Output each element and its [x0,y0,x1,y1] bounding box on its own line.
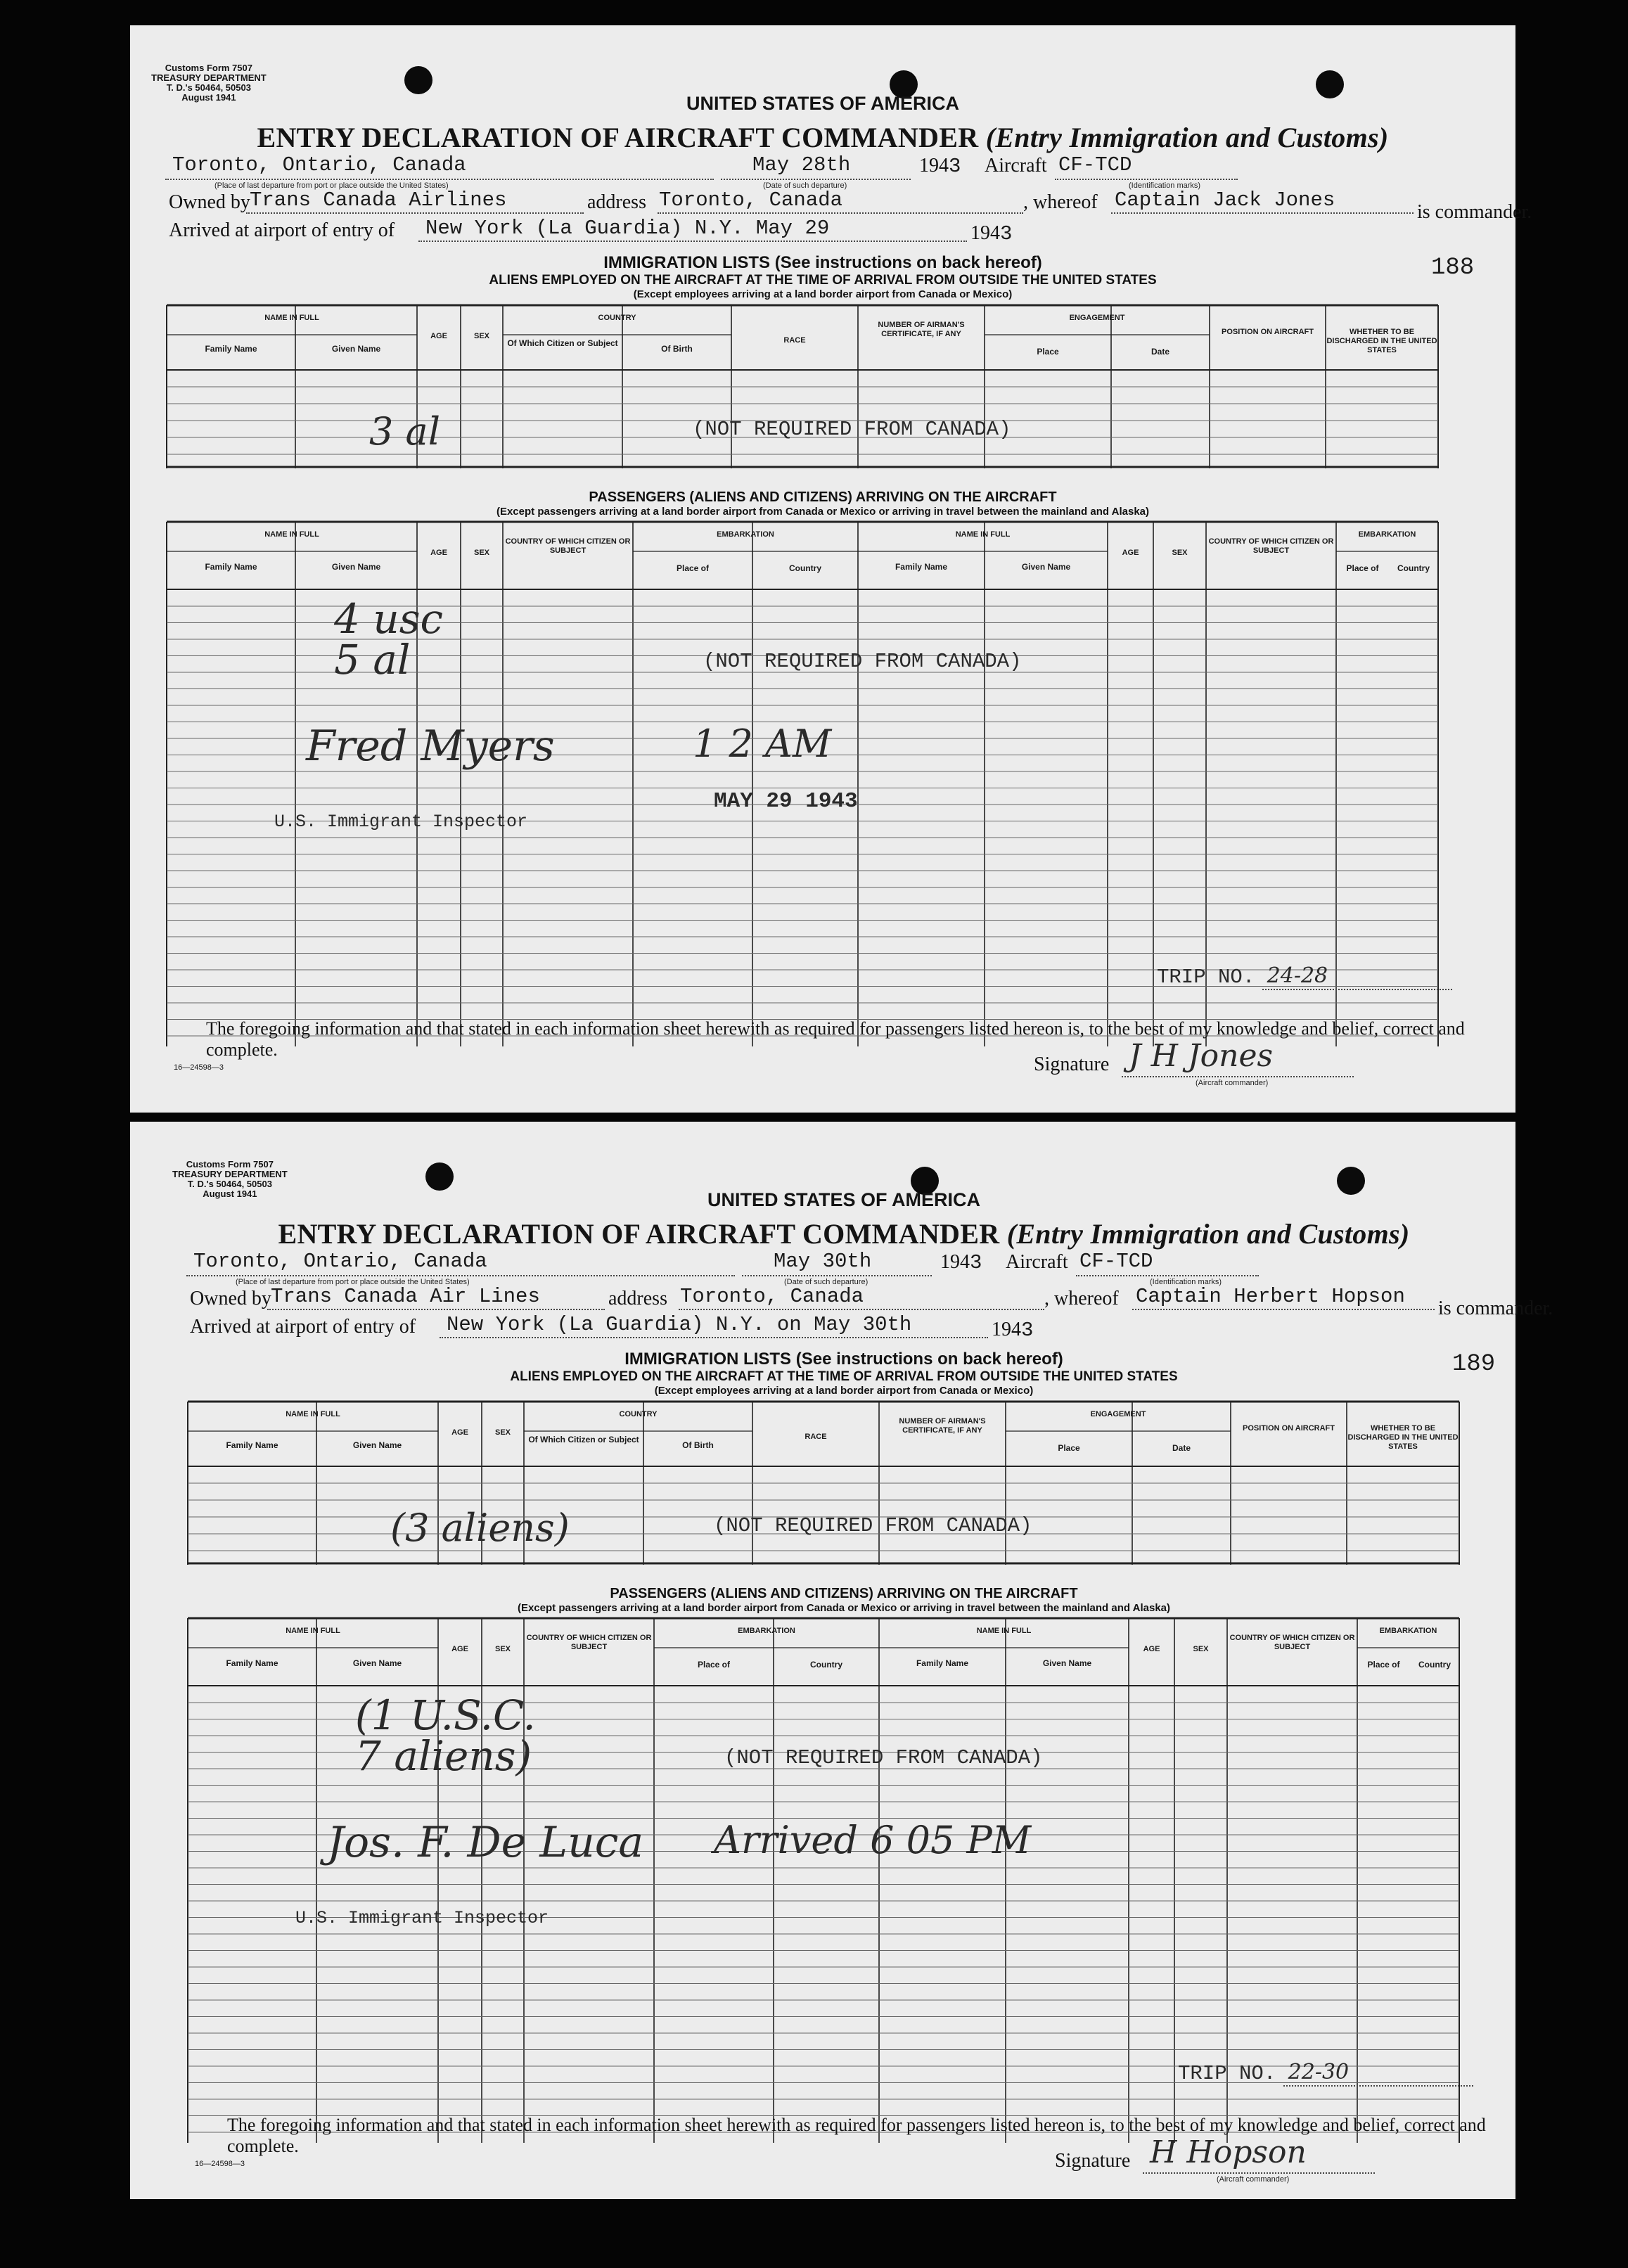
treasury-department: TREASURY DEPARTMENT [172,1169,288,1179]
whereof-label: , whereof [1023,191,1098,213]
form-title [130,121,1515,154]
aliens-heading: ALIENS EMPLOYED ON THE AIRCRAFT AT THE TIME OF ARRIVAL FROM OUTSIDE THE UNITED STATES [489,273,1157,288]
trip-no-value: 24-28 [1267,963,1328,988]
passengers-not-required: (NOT REQUIRED FROM CANADA) [724,1746,1043,1769]
arrived-label: Arrived at airport of entry of [190,1316,416,1338]
pass-col-country-embark: Country [789,563,821,573]
owner: Trans Canada Airlines [250,188,507,212]
pass-col-country-2: COUNTRY OF WHICH CITIZEN OR SUBJECT [1229,1634,1355,1651]
signature-caption: (Aircraft commander) [1196,1079,1269,1087]
year-prefix-text: 194 [919,155,949,177]
aliens-col-country: COUNTRY [619,1410,658,1418]
aliens-col-sex: SEX [494,1428,511,1437]
sheet-number: 188 [1431,255,1475,281]
aliens-col-place: Place [1058,1443,1080,1453]
form-title [151,1217,1537,1250]
passengers-heading: PASSENGERS (ALIENS AND CITIZENS) ARRIVING ON THE AIRCRAFT [610,1586,1078,1601]
td-numbers: T. D.'s 50464, 50503 [166,82,251,93]
aliens-col-race: RACE [783,336,806,345]
departure-place-caption: (Place of last departure from port or place outside the United States) [236,1278,470,1286]
arrival-year [992,1319,1033,1342]
pass-col-given-name: Given Name [352,1658,402,1668]
pass-col-family-name-2: Family Name [895,562,948,572]
sheet-number: 189 [1452,1351,1496,1378]
pass-col-given-name-2: Given Name [1042,1658,1092,1668]
form-title-main: ENTRY DECLARATION OF AIRCRAFT COMMANDER [257,122,979,153]
pass-col-sex: SEX [473,549,489,557]
pass-col-place-2: Place of [1346,563,1379,573]
passengers-handwritten-note-1: (1 U.S.C. [355,1691,536,1739]
year-prefix [919,155,961,178]
departure-date-caption: (Date of such departure) [784,1278,869,1286]
pass-col-embarkation: EMBARKATION [717,530,774,539]
aliens-col-birth: Of Birth [682,1440,714,1450]
aliens-col-sex: SEX [473,332,489,340]
aliens-col-given-name: Given Name [331,344,381,354]
pass-col-name-in-full-2: NAME IN FULL [955,530,1011,539]
aliens-col-birth: Of Birth [661,344,693,354]
pass-col-embarkation-2: EMBARKATION [1379,1627,1437,1635]
aliens-col-citizen: Of Which Citizen or Subject [528,1435,639,1444]
declaration-form-1 [130,25,1532,1113]
departure-date-caption: (Date of such departure) [763,181,847,190]
aliens-col-race: RACE [805,1433,827,1441]
aliens-col-given-name: Given Name [352,1440,402,1450]
passengers-handwritten-note-2: 5 al [334,636,411,684]
aliens-col-position: POSITION ON AIRCRAFT [1243,1424,1335,1433]
pass-col-sex-2: SEX [1193,1645,1209,1653]
aircraft-label: Aircraft [985,155,1047,177]
arrival-time-note: 1 2 AM [693,722,832,766]
form-title-paren: (Entry Immigration and Customs) [985,122,1389,153]
inspector-signature: Fred Myers [306,722,555,771]
trip-number [1157,963,1328,989]
commander-name: Captain Herbert Hopson [1136,1285,1405,1308]
aliens-col-age: AGE [430,332,447,340]
passengers-handwritten-note-2: 7 aliens) [355,1732,532,1780]
aliens-col-engagement: ENGAGEMENT [1090,1410,1146,1418]
pass-col-given-name: Given Name [331,562,381,572]
pass-col-country-embark: Country [810,1660,842,1670]
aliens-not-required: (NOT REQUIRED FROM CANADA) [714,1514,1032,1537]
aliens-col-position: POSITION ON AIRCRAFT [1222,328,1314,336]
form-code: 16—24598—3 [195,2160,245,2168]
pass-col-place: Place of [697,1660,731,1670]
arrival-year-prefix: 194 [970,222,1000,244]
aliens-col-name-in-full: NAME IN FULL [264,314,319,322]
declaration-form-2 [130,1122,1553,2199]
pass-col-country-embark-2: Country [1397,563,1430,573]
year-prefix [940,1251,982,1274]
is-commander-label: is commander. [1417,201,1532,223]
punch-hole [404,66,432,94]
aliens-subheading: (Except employees arriving at a land border airport from Canada or Mexico) [633,288,1013,300]
trip-label: TRIP NO. [1178,2062,1276,2085]
immigration-lists-heading: IMMIGRATION LISTS (See instructions on back hereof) [603,253,1042,272]
inspector-title: U.S. Immigrant Inspector [295,1908,549,1928]
arrival-year-prefix: 194 [992,1319,1021,1340]
aircraft-label: Aircraft [1006,1251,1068,1273]
arrival-place-date: New York (La Guardia) N.Y. May 29 [425,217,830,240]
departure-place: Toronto, Ontario, Canada [172,153,466,177]
owned-by-label: Owned by [169,191,250,213]
pass-col-age: AGE [451,1645,468,1653]
signature-label: Signature [1034,1053,1110,1075]
signature-label: Signature [1055,2150,1131,2172]
signature-caption: (Aircraft commander) [1217,2175,1290,2184]
passengers-heading: PASSENGERS (ALIENS AND CITIZENS) ARRIVING ON THE AIRCRAFT [589,489,1057,505]
aliens-col-citizen: Of Which Citizen or Subject [507,338,618,348]
arrival-place-date: New York (La Guardia) N.Y. on May 30th [447,1313,912,1336]
year-prefix-text: 194 [940,1251,970,1273]
owner: Trans Canada Air Lines [271,1285,540,1308]
aliens-col-certificate: NUMBER OF AIRMAN'S CERTIFICATE, IF ANY [878,321,965,338]
arrival-year-suffix: 3 [1021,1319,1034,1342]
passengers-not-required: (NOT REQUIRED FROM CANADA) [703,650,1022,673]
form-date: August 1941 [181,92,236,103]
pass-col-name-in-full: NAME IN FULL [264,530,319,539]
treasury-department: TREASURY DEPARTMENT [151,72,267,83]
pass-col-family-name-2: Family Name [916,1658,969,1668]
inspector-title: U.S. Immigrant Inspector [274,812,528,832]
pass-col-place-2: Place of [1367,1660,1400,1670]
trip-number [1178,2060,1349,2085]
aliens-col-date: Date [1172,1443,1191,1453]
declaration-text: The foregoing information and that stated in each information sheet herewith as required for passengers listed hereon is, to the best of my knowledge and belief, correct and complete. [227,2115,1486,2156]
commander-signature: H Hopson [1150,2134,1307,2170]
departure-date: May 30th [774,1250,872,1273]
pass-col-country-2: COUNTRY OF WHICH CITIZEN OR SUBJECT [1208,537,1334,555]
aliens-handwritten-note: 3 al [369,409,440,454]
aliens-col-family-name: Family Name [205,344,257,354]
whereof-label: , whereof [1044,1288,1119,1309]
arrival-year [970,222,1012,245]
form-title-main: ENTRY DECLARATION OF AIRCRAFT COMMANDER [278,1218,1000,1250]
aliens-col-name-in-full: NAME IN FULL [286,1410,340,1418]
passengers-subheading: (Except passengers arriving at a land border airport from Canada or Mexico or arriving in travel between the mainland and Alaska) [517,1602,1171,1614]
pass-col-embarkation-2: EMBARKATION [1358,530,1416,539]
arrival-year-suffix: 3 [1000,222,1013,245]
punch-hole [425,1162,454,1191]
trip-label: TRIP NO. [1157,966,1255,989]
declaration-text: The foregoing information and that stated in each information sheet herewith as required for passengers listed hereon is, to the best of my knowledge and belief, correct and complete. [206,1018,1465,1060]
year-suffix: 3 [949,155,961,178]
departure-place: Toronto, Ontario, Canada [193,1250,487,1273]
trip-no-value: 22-30 [1288,2060,1350,2084]
passengers-subheading: (Except passengers arriving at a land border airport from Canada or Mexico or arriving in travel between the mainland and Alaska) [496,506,1150,518]
pass-col-age-2: AGE [1143,1645,1160,1653]
pass-col-age: AGE [430,549,447,557]
pass-col-country: COUNTRY OF WHICH CITIZEN OR SUBJECT [505,537,631,555]
year-suffix: 3 [970,1251,982,1274]
address-label: address [587,191,646,213]
aliens-heading: ALIENS EMPLOYED ON THE AIRCRAFT AT THE TIME OF ARRIVAL FROM OUTSIDE THE UNITED STATES [510,1369,1178,1384]
aliens-not-required: (NOT REQUIRED FROM CANADA) [693,418,1011,441]
customs-form-number: Customs Form 7507 [186,1159,274,1170]
pass-col-given-name-2: Given Name [1021,562,1071,572]
form-title-paren: (Entry Immigration and Customs) [1006,1218,1410,1250]
aircraft-id: CF-TCD [1058,153,1132,177]
aliens-col-family-name: Family Name [226,1440,278,1450]
aircraft-caption: (Identification marks) [1150,1278,1222,1286]
aliens-col-country: COUNTRY [598,314,636,322]
commander-signature: J H Jones [1129,1038,1274,1074]
pass-col-family-name: Family Name [226,1658,278,1668]
aliens-col-engagement: ENGAGEMENT [1069,314,1125,322]
inspector-signature: Jos. F. De Luca [327,1818,644,1867]
form-code: 16—24598—3 [174,1063,224,1072]
owned-by-label: Owned by [190,1288,271,1309]
departure-place-caption: (Place of last departure from port or place outside the United States) [214,181,449,190]
pass-col-country-embark-2: Country [1418,1660,1451,1670]
pass-col-embarkation: EMBARKATION [738,1627,795,1635]
date-stamp: MAY 29 1943 [714,789,858,814]
is-commander-label: is commander. [1438,1298,1553,1319]
pass-col-age-2: AGE [1122,549,1139,557]
pass-col-name-in-full-2: NAME IN FULL [976,1627,1032,1635]
aliens-subheading: (Except employees arriving at a land border airport from Canada or Mexico) [654,1385,1034,1397]
departure-date: May 28th [752,153,851,177]
customs-form-number: Customs Form 7507 [165,63,252,73]
commander-name: Captain Jack Jones [1115,188,1335,212]
aliens-col-discharged: WHETHER TO BE DISCHARGED IN THE UNITED STATES [1347,1424,1459,1451]
pass-col-sex-2: SEX [1172,549,1188,557]
immigration-lists-heading: IMMIGRATION LISTS (See instructions on back hereof) [624,1350,1063,1369]
pass-col-country: COUNTRY OF WHICH CITIZEN OR SUBJECT [526,1634,652,1651]
country-header: UNITED STATES OF AMERICA [686,93,959,114]
aliens-col-place: Place [1037,347,1059,357]
address: Toronto, Canada [680,1285,864,1308]
arrived-label: Arrived at airport of entry of [169,219,395,241]
aircraft-caption: (Identification marks) [1129,181,1201,190]
pass-col-name-in-full: NAME IN FULL [286,1627,340,1635]
address-label: address [608,1288,667,1309]
form-date: August 1941 [203,1189,257,1199]
aliens-col-date: Date [1151,347,1169,357]
td-numbers: T. D.'s 50464, 50503 [187,1179,272,1189]
pass-col-sex: SEX [494,1645,511,1653]
passengers-handwritten-note-1: 4 usc [334,595,443,643]
aliens-col-certificate: NUMBER OF AIRMAN'S CERTIFICATE, IF ANY [899,1417,986,1435]
aircraft-id: CF-TCD [1079,1250,1153,1273]
arrival-time-note: Arrived 6 05 PM [714,1818,1032,1862]
pass-col-place: Place of [676,563,710,573]
aliens-handwritten-note: (3 aliens) [390,1506,570,1550]
country-header: UNITED STATES OF AMERICA [707,1189,980,1210]
pass-col-family-name: Family Name [205,562,257,572]
aliens-col-age: AGE [451,1428,468,1437]
aliens-col-discharged: WHETHER TO BE DISCHARGED IN THE UNITED STATES [1326,328,1437,354]
address: Toronto, Canada [659,188,843,212]
